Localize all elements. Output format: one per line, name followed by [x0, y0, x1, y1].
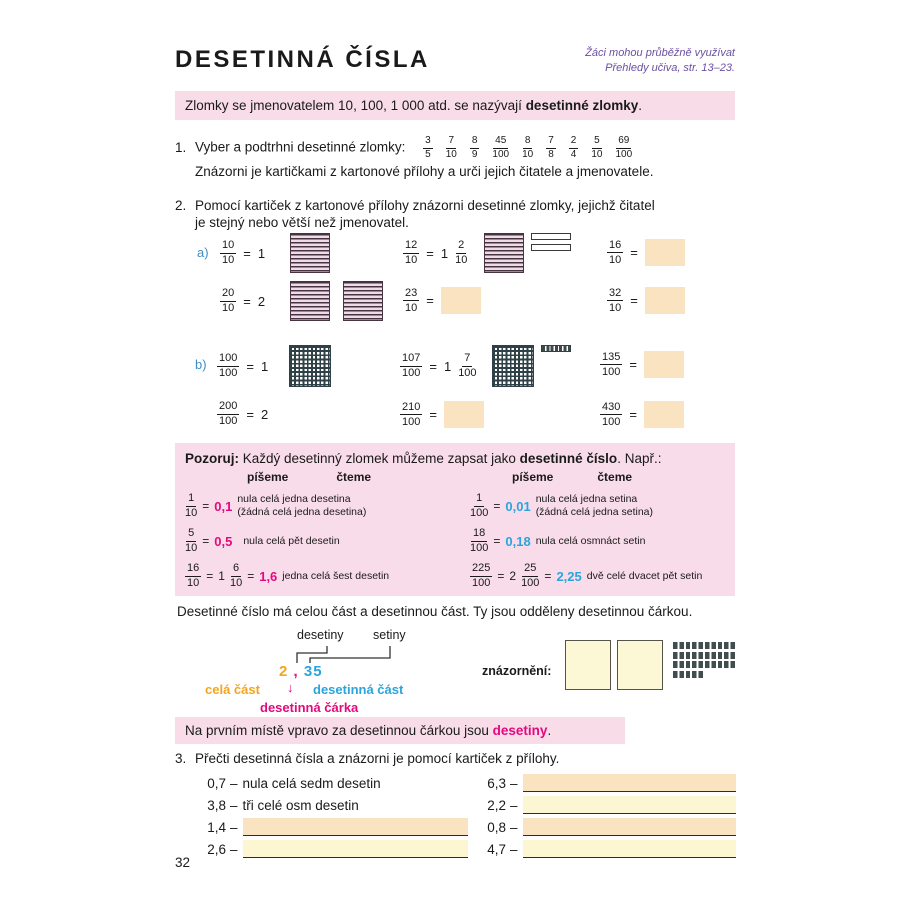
equals-sign: =: [493, 534, 501, 549]
equals-sign: =: [629, 407, 637, 422]
fraction-numerator: 16: [607, 240, 623, 254]
fraction-denominator: 10: [187, 577, 200, 590]
write-header: píšeme: [247, 470, 289, 484]
answer-box[interactable]: [644, 351, 684, 378]
ex2a-item-6: [607, 287, 685, 314]
exercise-2-number: 2.: [175, 198, 187, 213]
exercise-2b: [175, 343, 735, 443]
decimal-part-label: desetinná část: [313, 682, 404, 697]
fraction: [400, 353, 422, 379]
decimal-value: 0,7: [207, 775, 226, 791]
fraction-numerator: 135: [600, 352, 622, 366]
fraction-numerator: 8: [470, 136, 480, 149]
fraction-numerator: 430: [600, 402, 622, 416]
exercise-1-line1: [175, 136, 735, 160]
fraction-denominator: 10: [591, 149, 603, 160]
equals-sign: =: [246, 358, 254, 374]
fraction-numerator: 200: [217, 401, 239, 415]
decimal-row: [478, 816, 736, 838]
decimal-row: [198, 772, 468, 794]
fraction-numerator: 2: [569, 136, 579, 149]
answer-blank[interactable]: [523, 774, 736, 792]
fraction-denominator: 100: [219, 415, 238, 427]
fraction: [220, 240, 236, 266]
observe-intro: Každý desetinný zlomek můžeme zapsat jako: [239, 451, 520, 466]
fraction-denominator: 10: [405, 301, 418, 314]
fraction: [600, 402, 622, 428]
fraction: [607, 240, 623, 266]
reading-text: dvě celé dvacet pět setin: [586, 569, 703, 582]
tenth-strips: [531, 233, 571, 251]
ex2b-item-1: [217, 343, 331, 389]
decimal-value: 2,25: [556, 568, 582, 584]
rule-text-end: .: [547, 723, 552, 738]
observe-row: [470, 528, 725, 554]
ex2b-item-3: [600, 351, 684, 378]
place-value-brackets: [287, 645, 417, 663]
whole-digit: 2: [279, 663, 289, 680]
ex2a-item-4: [220, 279, 383, 323]
exercise-2a: [175, 231, 735, 341]
result-whole: 1: [440, 245, 449, 261]
observe-label: Pozoruj:: [185, 451, 239, 466]
dash: –: [510, 819, 518, 835]
equals-sign: =: [243, 293, 251, 309]
hundredths-strip: [673, 661, 737, 668]
observe-intro-bold: desetinné číslo: [519, 451, 618, 466]
fraction: [455, 240, 467, 266]
dash: –: [230, 775, 238, 791]
tenth-strip: [531, 244, 571, 251]
exercise-3-number: 3.: [175, 751, 187, 766]
exercise-3-line: [175, 751, 735, 766]
decimal-structure-section: [175, 604, 735, 715]
tenth-strip: [531, 233, 571, 240]
reading-line1: nula celá jedna setina: [535, 493, 638, 505]
decimal-row: [478, 838, 736, 860]
column-headers: [185, 470, 470, 484]
fraction: [217, 353, 239, 379]
fraction-denominator: 10: [609, 301, 622, 314]
exercise-3-right-column: [478, 772, 736, 860]
column-headers: [470, 470, 725, 484]
tenths-card: [343, 281, 383, 321]
equals-sign: =: [243, 245, 251, 261]
fraction: [607, 288, 623, 314]
fraction-numerator: 69: [616, 136, 631, 149]
decimal-value: 1,4: [207, 819, 226, 835]
fraction-numerator: 16: [185, 563, 201, 577]
ex2b-item-4: [217, 401, 268, 427]
fraction[interactable]: [470, 136, 480, 160]
comma-arrow: ↓: [287, 680, 294, 695]
fraction-denominator: 10: [185, 542, 198, 555]
fraction-denominator: 100: [602, 415, 621, 428]
example-number: [279, 663, 323, 680]
decimal-value: 2,2: [487, 797, 506, 813]
dash: –: [230, 797, 238, 813]
answer-blank[interactable]: [243, 818, 468, 836]
tenths-card: [290, 281, 330, 321]
whole-part-label: celá část: [205, 682, 260, 697]
read-header: čteme: [597, 470, 633, 484]
definition-text: [185, 98, 642, 113]
decimal-value: 1,6: [259, 568, 278, 584]
reading-text: [237, 493, 366, 519]
definition-text-start: Zlomky se jmenovatelem 10, 100, 1 000 atd. se nazývají: [185, 98, 526, 113]
fraction-denominator: 100: [402, 415, 421, 428]
answer-blank[interactable]: [523, 796, 736, 814]
decimal-value: 0,01: [505, 498, 531, 514]
reading-line2: (žádná celá jedna desetina): [237, 506, 367, 519]
mixed-whole: 1: [218, 569, 225, 584]
fraction-numerator: 2: [456, 240, 466, 254]
reading-line2: (žádná celá jedna setina): [535, 506, 654, 519]
fraction-denominator: 10: [455, 254, 468, 266]
hundredths-card: [289, 345, 331, 387]
equals-sign: =: [544, 569, 552, 584]
observe-intro-end: . Např.:: [617, 451, 662, 466]
page-header: [175, 46, 735, 76]
observe-left-column: [185, 470, 470, 589]
equals-sign: =: [429, 407, 437, 422]
definition-strip: [175, 91, 735, 120]
item-label-a: a): [197, 245, 209, 260]
fraction-numerator: 1: [186, 493, 196, 507]
ex2b-item-2: [400, 343, 571, 389]
fraction-denominator: 100: [470, 542, 489, 555]
observe-title: [185, 451, 725, 466]
whole-unit-card: [565, 640, 611, 690]
exercise-1-number: 1.: [175, 139, 187, 155]
equals-sign: =: [426, 245, 434, 261]
dash: –: [230, 841, 238, 857]
fraction: [600, 352, 622, 378]
fraction-numerator: 10: [220, 240, 236, 254]
fraction-numerator: 32: [607, 288, 623, 302]
decimal-value: 0,1: [214, 498, 233, 514]
fraction: [220, 288, 236, 314]
fraction-numerator: 25: [522, 563, 538, 577]
decimal-row: [198, 816, 468, 838]
ex2a-item-1: [220, 231, 330, 275]
fraction[interactable]: [546, 136, 556, 160]
dash: –: [510, 841, 518, 857]
tenths-card: [484, 233, 524, 273]
observe-row: [470, 563, 725, 589]
decimal-reading: tři celé osm desetin: [242, 797, 359, 813]
exercise-2-text1: Pomocí kartiček z kartonové přílohy znázorni desetinné zlomky, jejichž čitatel: [195, 198, 655, 213]
reading-text: nula celá osmnáct setin: [535, 534, 646, 547]
answer-box[interactable]: [441, 287, 481, 314]
fraction-denominator: 8: [548, 149, 554, 160]
item-label-b: b): [195, 357, 207, 372]
reading-text: [536, 493, 653, 519]
fraction[interactable]: [522, 136, 533, 160]
fraction: [403, 288, 419, 314]
fraction: [470, 493, 488, 519]
answer-blank[interactable]: [523, 818, 736, 836]
fraction[interactable]: [569, 136, 579, 160]
answer-blank[interactable]: [243, 840, 468, 858]
dash: –: [230, 819, 238, 835]
fraction-numerator: 5: [592, 136, 602, 149]
fraction: [470, 563, 492, 589]
ex2a-item-2: [403, 231, 571, 275]
observe-columns: [185, 470, 725, 589]
fraction-denominator: 10: [222, 302, 235, 314]
ex2b-item-5: [400, 401, 484, 428]
fraction-denominator: 10: [522, 149, 534, 160]
decimal-row: [198, 794, 468, 816]
decimal-row: [198, 838, 468, 860]
reading-text: nula celá pět desetin: [243, 534, 340, 547]
fraction-denominator: 9: [471, 149, 478, 160]
fraction-numerator: 6: [231, 563, 241, 577]
fraction[interactable]: [423, 136, 433, 160]
answer-box[interactable]: [644, 401, 684, 428]
fraction: [400, 402, 422, 428]
rule-highlight: desetiny: [492, 723, 548, 738]
fraction-denominator: 100: [219, 367, 238, 379]
fraction-denominator: 100: [470, 507, 489, 520]
result-value: 1: [257, 245, 266, 261]
page-number: 32: [175, 855, 191, 870]
definition-text-bold: desetinné zlomky: [525, 98, 639, 113]
hundredths-strip: [673, 671, 705, 678]
fraction-numerator: 107: [400, 353, 422, 367]
fraction-denominator: 10: [229, 577, 243, 590]
whole-unit-card: [617, 640, 663, 690]
equals-sign: =: [247, 569, 255, 584]
observe-row: [185, 563, 470, 589]
decimal-value: 3,8: [207, 797, 226, 813]
fraction-denominator: 100: [602, 365, 621, 378]
read-header: čteme: [336, 470, 372, 484]
hundredths-label: setiny: [373, 628, 406, 642]
observe-right-column: [470, 470, 725, 589]
reading-text: jedna celá šest desetin: [282, 569, 390, 582]
fraction-numerator: 18: [471, 528, 487, 542]
fraction-denominator: 5: [425, 149, 431, 160]
fraction[interactable]: [446, 136, 457, 160]
fraction-denominator: 10: [445, 149, 457, 160]
answer-box[interactable]: [444, 401, 484, 428]
side-note-line2: Přehledy učiva, str. 13–23.: [605, 61, 735, 74]
equals-sign: =: [629, 357, 637, 372]
ex2a-item-3: [607, 239, 685, 266]
equals-sign: =: [426, 293, 434, 308]
result-value: 2: [260, 406, 269, 422]
fraction: [230, 563, 242, 589]
fraction: [470, 528, 488, 554]
equals-sign: =: [202, 534, 210, 549]
equals-sign: =: [630, 245, 638, 260]
hundredth-strips: [673, 642, 737, 680]
observe-row: [185, 528, 470, 554]
fraction-numerator: 7: [546, 136, 556, 149]
ex2b-item-6: [600, 401, 684, 428]
decimal-reading: nula celá sedm desetin: [242, 775, 381, 791]
fraction-numerator: 23: [403, 288, 419, 302]
fraction: [458, 353, 476, 379]
result-value: 1: [260, 358, 269, 374]
fraction-numerator: 100: [217, 353, 239, 367]
fraction[interactable]: [615, 136, 632, 160]
exercise-1-text: Vyber a podtrhni desetinné zlomky:: [195, 139, 406, 155]
dash: –: [510, 797, 518, 813]
page-title: DESETINNÁ ČÍSLA: [175, 46, 430, 73]
exercise-2-line1: [175, 198, 735, 213]
fraction: [217, 401, 239, 427]
structure-sentence: Desetinné číslo má celou část a desetinnou část. Ty jsou odděleny desetinnou čárkou.: [177, 604, 693, 619]
equals-sign: =: [497, 569, 505, 584]
result-value: 2: [257, 293, 266, 309]
tenths-label: desetiny: [297, 628, 344, 642]
fraction: [521, 563, 539, 589]
observe-box: [175, 443, 735, 596]
fraction: [185, 528, 197, 554]
fraction-denominator: 100: [458, 367, 477, 379]
decimal-row: [478, 772, 736, 794]
decimal-value: 2,6: [207, 841, 226, 857]
exercise-3-left-column: [198, 772, 468, 860]
rule-strip: [175, 717, 625, 744]
hundredths-strip: [673, 652, 737, 659]
tenths-card: [290, 233, 330, 273]
fraction-numerator: 20: [220, 288, 236, 302]
exercise-3-text: Přečti desetinná čísla a znázorni je pomocí kartiček z přílohy.: [195, 751, 560, 766]
decimal-value: 4,7: [487, 841, 506, 857]
equals-sign: =: [246, 406, 254, 422]
fraction-numerator: 12: [403, 240, 419, 254]
write-header: píšeme: [512, 470, 554, 484]
dash: –: [510, 775, 518, 791]
visualization-label: znázornění:: [482, 664, 552, 678]
result-whole: 1: [443, 358, 452, 374]
fraction-numerator: 7: [462, 353, 472, 367]
fraction: [185, 563, 201, 589]
fraction-denominator: 4: [570, 149, 577, 160]
ex2a-item-5: [403, 287, 481, 314]
fraction: [185, 493, 197, 519]
fraction-denominator: 100: [492, 149, 510, 160]
fraction: [403, 240, 419, 266]
fraction-denominator: 10: [222, 254, 235, 266]
mixed-whole: 2: [509, 569, 517, 584]
fraction-numerator: 5: [186, 528, 196, 542]
fraction-denominator: 10: [609, 253, 622, 266]
observe-row: [185, 493, 470, 519]
side-note-line1: Žáci mohou průběžně využívat: [585, 47, 735, 59]
exercise-1-fractions: [423, 136, 632, 160]
fraction[interactable]: [591, 136, 602, 160]
exercise-1-line2: Znázorni je kartičkami z kartonové přílohy a urči jejich čitatele a jmenovatele.: [195, 164, 654, 179]
decimal-comma: ,: [288, 663, 304, 680]
side-note: [585, 46, 735, 76]
fraction-denominator: 10: [185, 507, 198, 520]
hundredths-card: [492, 345, 534, 387]
fraction-denominator: 100: [615, 149, 633, 160]
decimal-row: [478, 794, 736, 816]
fraction-numerator: 8: [523, 136, 533, 149]
fraction-numerator: 210: [400, 402, 422, 416]
fraction-denominator: 100: [472, 577, 491, 590]
answer-box[interactable]: [645, 287, 685, 314]
reading-line1: nula celá jedna desetina: [237, 493, 351, 505]
decimal-comma-label: desetinná čárka: [260, 700, 359, 715]
fraction-denominator: 100: [402, 367, 421, 379]
observe-row: [470, 493, 725, 519]
fraction-numerator: 225: [470, 563, 492, 577]
answer-box[interactable]: [645, 239, 685, 266]
definition-text-end: .: [638, 98, 642, 113]
fraction-denominator: 10: [405, 254, 418, 266]
fraction-numerator: 1: [474, 493, 484, 507]
exercise-2-line2: je stejný nebo větší než jmenovatel.: [195, 215, 409, 230]
equals-sign: =: [206, 569, 214, 584]
decimal-value: 6,3: [487, 775, 506, 791]
decimal-value: 0,5: [214, 533, 233, 549]
rule-text-start: Na prvním místě vpravo za desetinnou čárkou jsou: [185, 723, 493, 738]
decimal-value: 0,18: [505, 533, 531, 549]
fraction[interactable]: [492, 136, 509, 160]
fraction-numerator: 3: [423, 136, 433, 149]
rule-text: [185, 723, 551, 738]
equals-sign: =: [202, 499, 210, 514]
fraction-numerator: 7: [446, 136, 456, 149]
hundredths-strip: [673, 642, 737, 649]
equals-sign: =: [630, 293, 638, 308]
answer-blank[interactable]: [523, 840, 736, 858]
hundredths-strip: [541, 345, 571, 352]
equals-sign: =: [493, 499, 501, 514]
fraction-denominator: 100: [521, 577, 540, 590]
fraction-numerator: 45: [493, 136, 508, 149]
decimal-value: 0,8: [487, 819, 506, 835]
decimal-digits: 35: [303, 663, 323, 680]
equals-sign: =: [429, 358, 437, 374]
